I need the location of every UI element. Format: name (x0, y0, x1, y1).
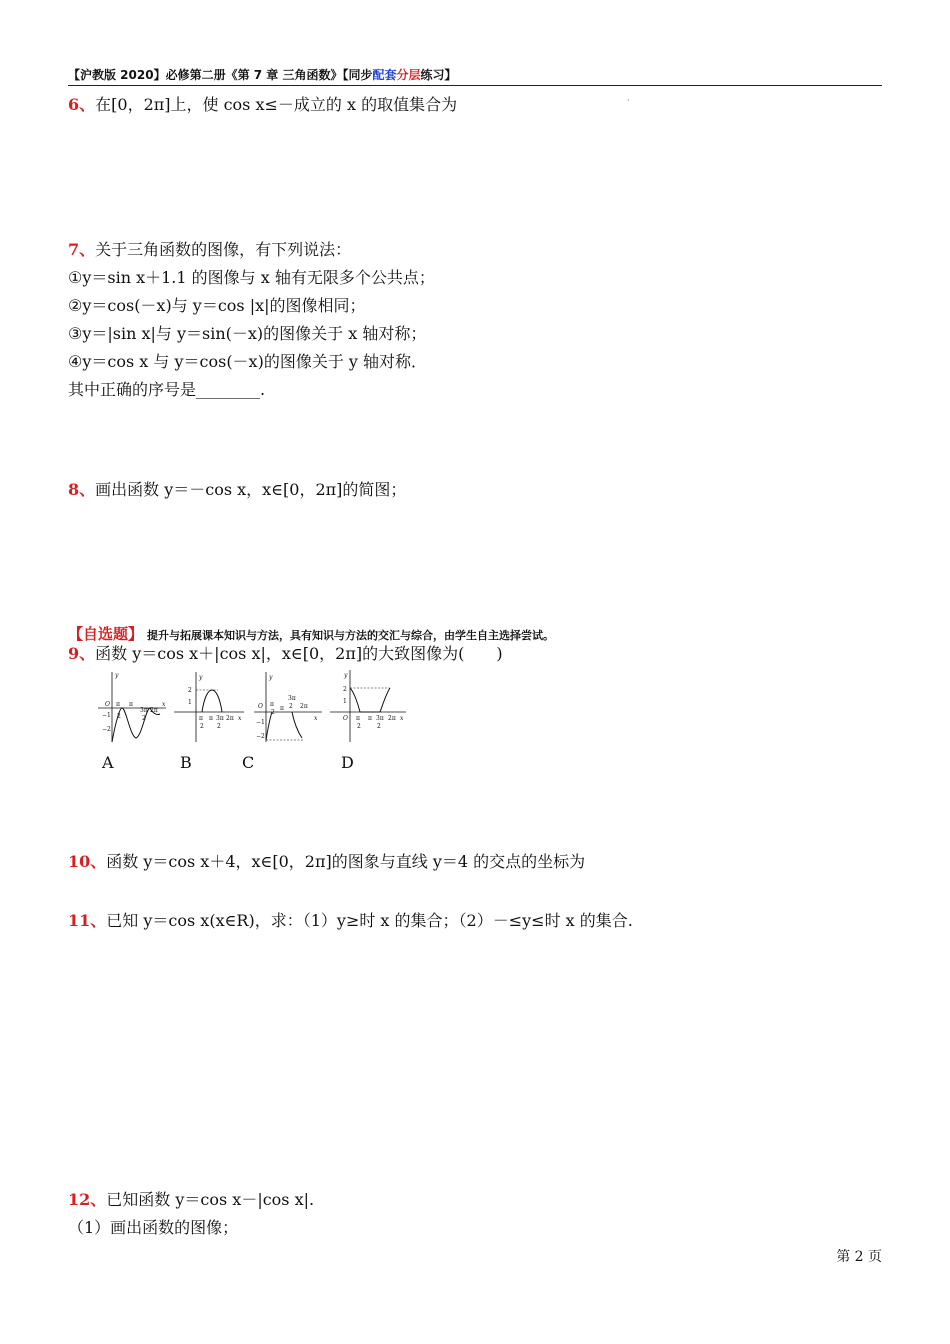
y-axis-label: y (115, 672, 119, 679)
tick-two: 2 (343, 686, 347, 693)
question-number: 8、 (68, 480, 96, 499)
statement-3: ③y＝|sin x|与 y＝sin(－x)的图像关于 x 轴对称； (68, 324, 427, 343)
tick-denom: 2 (200, 723, 204, 730)
question-7 (68, 240, 351, 260)
optional-section-header (68, 623, 554, 644)
option-b-label: B (180, 753, 192, 772)
question-text: 函数 y＝cos x＋4，x∈[0，2π]的图象与直线 y＝4 的交点的坐标为 (106, 852, 586, 871)
tick-neg-one: −1 (256, 719, 265, 726)
statement-2: ②y＝cos(－x)与 y＝cos |x|的图像相同； (68, 296, 366, 315)
header-highlight-blue: 配套 (372, 68, 397, 82)
question-11 (68, 911, 633, 931)
question-number: 11、 (68, 911, 107, 930)
tick-pi-half: π (356, 715, 360, 722)
tick-neg-two: −2 (256, 733, 265, 740)
tick-denom: 2 (357, 723, 361, 730)
tick-pi-half: π (199, 715, 203, 722)
tick-denom: 2 (217, 723, 221, 730)
question-text: 已知 y＝cos x(x∈R)，求：（1）y≥时 x 的集合；（2）－≤y≤时 x 的集合. (106, 911, 633, 930)
tick-three-pi-half: 3π (216, 715, 224, 722)
page-number: 第 2 页 (836, 1249, 882, 1265)
tick-two-pi: 2π (300, 703, 308, 710)
tick-denom: 2 (289, 703, 293, 710)
question-12 (68, 1190, 314, 1210)
origin-label: O (105, 701, 110, 708)
header-highlight-red: 分层 (396, 68, 421, 82)
question-10 (68, 852, 585, 872)
graph-option-b (172, 668, 246, 744)
tick-denom: 2 (117, 713, 121, 720)
question-number: 10、 (68, 852, 107, 871)
tick-denom: 2 (271, 709, 275, 716)
answer-line: 其中正确的序号是________. (68, 380, 266, 399)
tick-two-pi: 2π (388, 715, 396, 722)
option-d-label: D (341, 753, 354, 772)
tick-two: 2 (188, 687, 192, 694)
tick-one: 1 (188, 699, 192, 706)
statement-1: ①y＝sin x＋1.1 的图像与 x 轴有无限多个公共点； (68, 268, 435, 287)
question-number: 6、 (68, 95, 96, 114)
question-12-part-1: （1）画出函数的图像； (68, 1218, 239, 1237)
question-text: 函数 y＝cos x＋|cos x|，x∈[0，2π]的大致图像为( ) (95, 644, 503, 663)
statement-4: ④y＝cos x 与 y＝cos(－x)的图像关于 y 轴对称． (68, 352, 428, 371)
graph-option-d (328, 668, 408, 744)
origin-label: O (343, 715, 348, 722)
optional-description: 提升与拓展课本知识与方法，具有知识与方法的交汇与综合，由学生自主选择尝试。 (147, 629, 555, 642)
stray-dot: · (627, 96, 630, 105)
tick-neg-one: −1 (102, 712, 111, 719)
tick-two-pi: 2π (226, 715, 234, 722)
tick-pi-half: π (270, 701, 274, 708)
origin-label: O (258, 703, 263, 710)
tick-pi-half: π (116, 701, 120, 708)
question-number: 12、 (68, 1190, 107, 1209)
question-number: 9、 (68, 644, 96, 663)
option-a-label: A (102, 753, 114, 772)
header-title-end: 练习】 (420, 68, 457, 82)
x-axis-label: x (314, 715, 318, 722)
tick-pi: π (209, 715, 213, 722)
tick-three-pi-half: 3π (288, 695, 296, 702)
option-c-label: C (242, 753, 255, 772)
question-text: 画出函数 y＝－cos x，x∈[0，2π]的简图； (95, 480, 407, 499)
question-8 (68, 480, 406, 500)
tick-denom: 2 (142, 715, 146, 722)
question-text: 关于三角函数的图像，有下列说法： (95, 240, 352, 259)
optional-tag: 【自选题】 (68, 625, 144, 643)
tick-pi: π (280, 705, 284, 712)
x-axis-label: x (400, 715, 404, 722)
y-axis-label: y (269, 674, 273, 681)
tick-two-pi: 2π (150, 707, 158, 714)
header-title: 【沪教版 2020】必修第二册《第 7 章 三角函数》【同步 (68, 68, 373, 82)
y-axis-label: y (199, 674, 203, 681)
tick-denom: 2 (377, 723, 381, 730)
tick-pi: π (129, 701, 133, 708)
question-text: 已知函数 y＝cos x－|cos x|. (106, 1190, 315, 1209)
question-6 (68, 95, 457, 115)
tick-neg-two: −2 (102, 726, 111, 733)
page-header (68, 66, 882, 86)
question-9 (68, 644, 503, 664)
x-axis-label: x (238, 715, 242, 722)
tick-pi: π (368, 715, 372, 722)
graph-option-c (252, 668, 326, 744)
tick-three-pi-half: 3π (140, 707, 148, 714)
y-axis-label: y (344, 672, 348, 679)
tick-three-pi-half: 3π (376, 715, 384, 722)
question-number: 7、 (68, 240, 96, 259)
x-axis-label: x (162, 701, 166, 708)
graph-option-a (96, 668, 170, 744)
question-text: 在[0，2π]上，使 cos x≤－成立的 x 的取值集合为 (95, 95, 458, 114)
tick-one: 1 (343, 698, 347, 705)
